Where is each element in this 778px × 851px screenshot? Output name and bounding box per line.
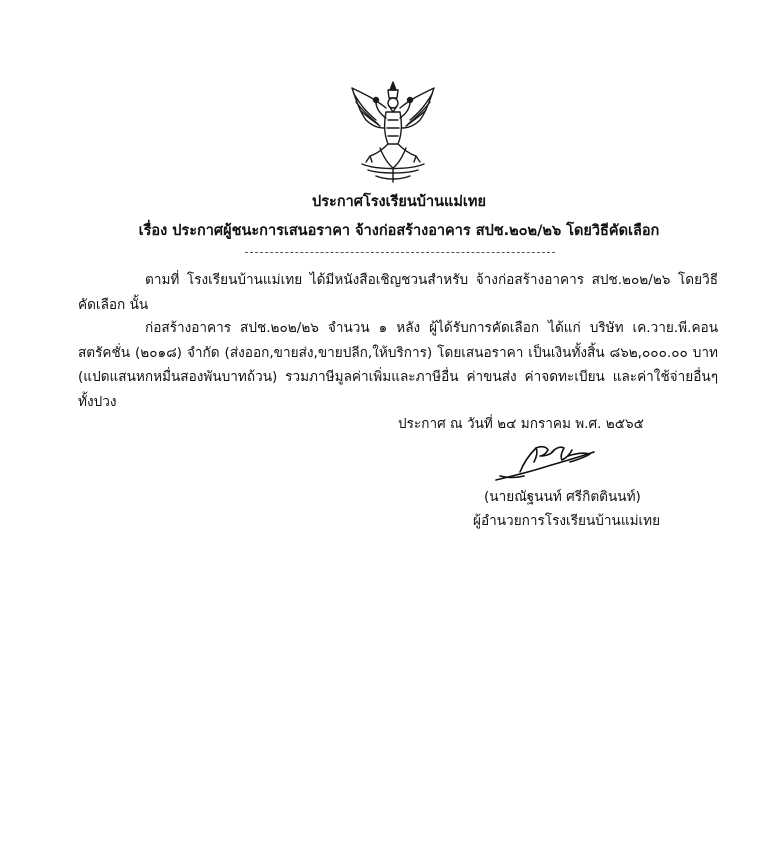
signer-name: (นายณัฐนนท์ ศรีกิตตินนท์) [484, 489, 641, 505]
title-divider [245, 252, 555, 253]
announcement-date: ประกาศ ณ วันที่ ๒๔ มกราคม พ.ศ. ๒๕๖๕ [398, 416, 644, 432]
document-subject: เรื่อง ประกาศผู้ชนะการเสนอราคา จ้างก่อสร้างอาคาร สปช.๒๐๒/๒๖ โดยวิธีคัดเลือก [138, 223, 660, 239]
paragraph-1-text: ตามที่ โรงเรียนบ้านแม่เทย ได้มีหนังสือเชิญชวนสำหรับ จ้างก่อสร้างอาคาร สปช.๒๐๒/๒๖ โดยวิธีคัดเลือก นั้น [78, 272, 718, 313]
paragraph-2-text: ก่อสร้างอาคาร สปช.๒๐๒/๒๖ จำนวน ๑ หลัง ผู้ได้รับการคัดเลือก ได้แก่ บริษัท เค.วาย.พี.คอนสตรัคชั่น (๒๐๑๘) จำกัด (ส่งออก,ขายส่ง,ขายปลีก,ให้บริการ) โดยเสนอราคา เป็นเงินทั้งสิ้น ๘๖๒,๐๐๐.๐๐ บาท (แปดแสนหกหมื่นสองพันบาทถ้วน) รวมภาษีมูลค่าเพิ่มและภาษีอื่น ค่าขนส่ง ค่าจดทะเบียน และค่าใช้จ่ายอื่นๆ ทั้งปวง [78, 320, 718, 410]
body-paragraph-1 [78, 268, 718, 317]
body-paragraph-2 [78, 316, 718, 414]
document-title: ประกาศโรงเรียนบ้านแม่เทย [312, 194, 486, 210]
handwritten-signature [490, 432, 610, 488]
garuda-emblem [346, 78, 440, 186]
signer-position: ผู้อำนวยการโรงเรียนบ้านแม่เทย [473, 513, 661, 529]
